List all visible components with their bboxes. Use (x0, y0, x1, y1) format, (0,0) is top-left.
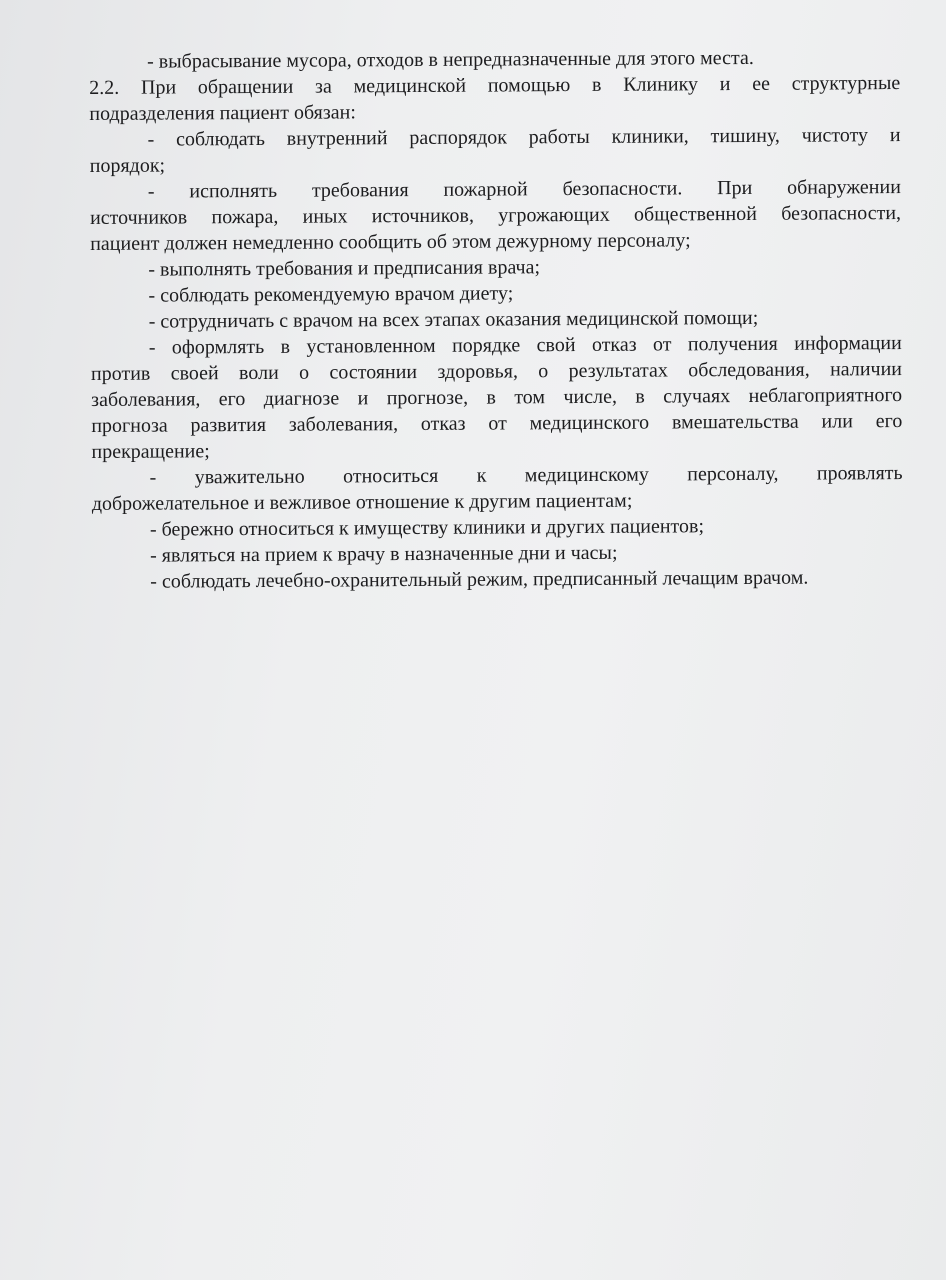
text-line: против своей воли о состоянии здоровья, о результатах обследования, наличии (90, 358, 903, 385)
text-line: 2.2. При обращении за медицинской помощью в Клинику и ее структурные (89, 72, 901, 99)
text-line: порядок; (89, 154, 166, 177)
text-line: пациент должен немедленно сообщить об этом дежурному персоналу; (90, 229, 691, 255)
text-line: - исполнять требования пожарной безопасности. При обнаружении (147, 176, 901, 203)
text-line: - оформлять в установленном порядке свой отказ от получения информации (148, 332, 902, 359)
text-line: - соблюдать лечебно-охранительный режим, предписанный лечащим врачом. (150, 566, 809, 593)
text-line: - соблюдать внутренний распорядок работы клиники, тишину, чистоту и (147, 124, 901, 151)
text-line: прогноза развития заболевания, отказ от медицинского вмешательства или его (91, 410, 903, 437)
text-line: прекращение; (91, 440, 210, 463)
text-line: доброжелательное и вежливое отношение к другим пациентам; (91, 489, 633, 515)
text-line: - являться на прием к врачу в назначенные дни и часы; (150, 541, 618, 567)
text-line: - сотрудничать с врачом на всех этапах оказания медицинской помощи; (148, 306, 759, 333)
text-line: - выполнять требования и предписания врача; (148, 256, 541, 281)
text-line: подразделения пациент обязан: (89, 101, 356, 125)
text-line: - соблюдать рекомендуемую врачом диету; (148, 282, 514, 307)
document-text (89, 44, 903, 595)
text-line: - бережно относиться к имуществу клиники и других пациентов; (149, 515, 705, 541)
text-line: источников пожара, иных источников, угрожающих общественной безопасности, (89, 202, 902, 229)
text-line: - уважительно относиться к медицинскому персоналу, проявлять (149, 462, 903, 489)
text-line: - выбрасывание мусора, отходов в непредназначенные для этого места. (147, 46, 754, 73)
text-line: заболевания, его диагнозе и прогнозе, в том числе, в случаях неблагоприятного (91, 384, 903, 411)
